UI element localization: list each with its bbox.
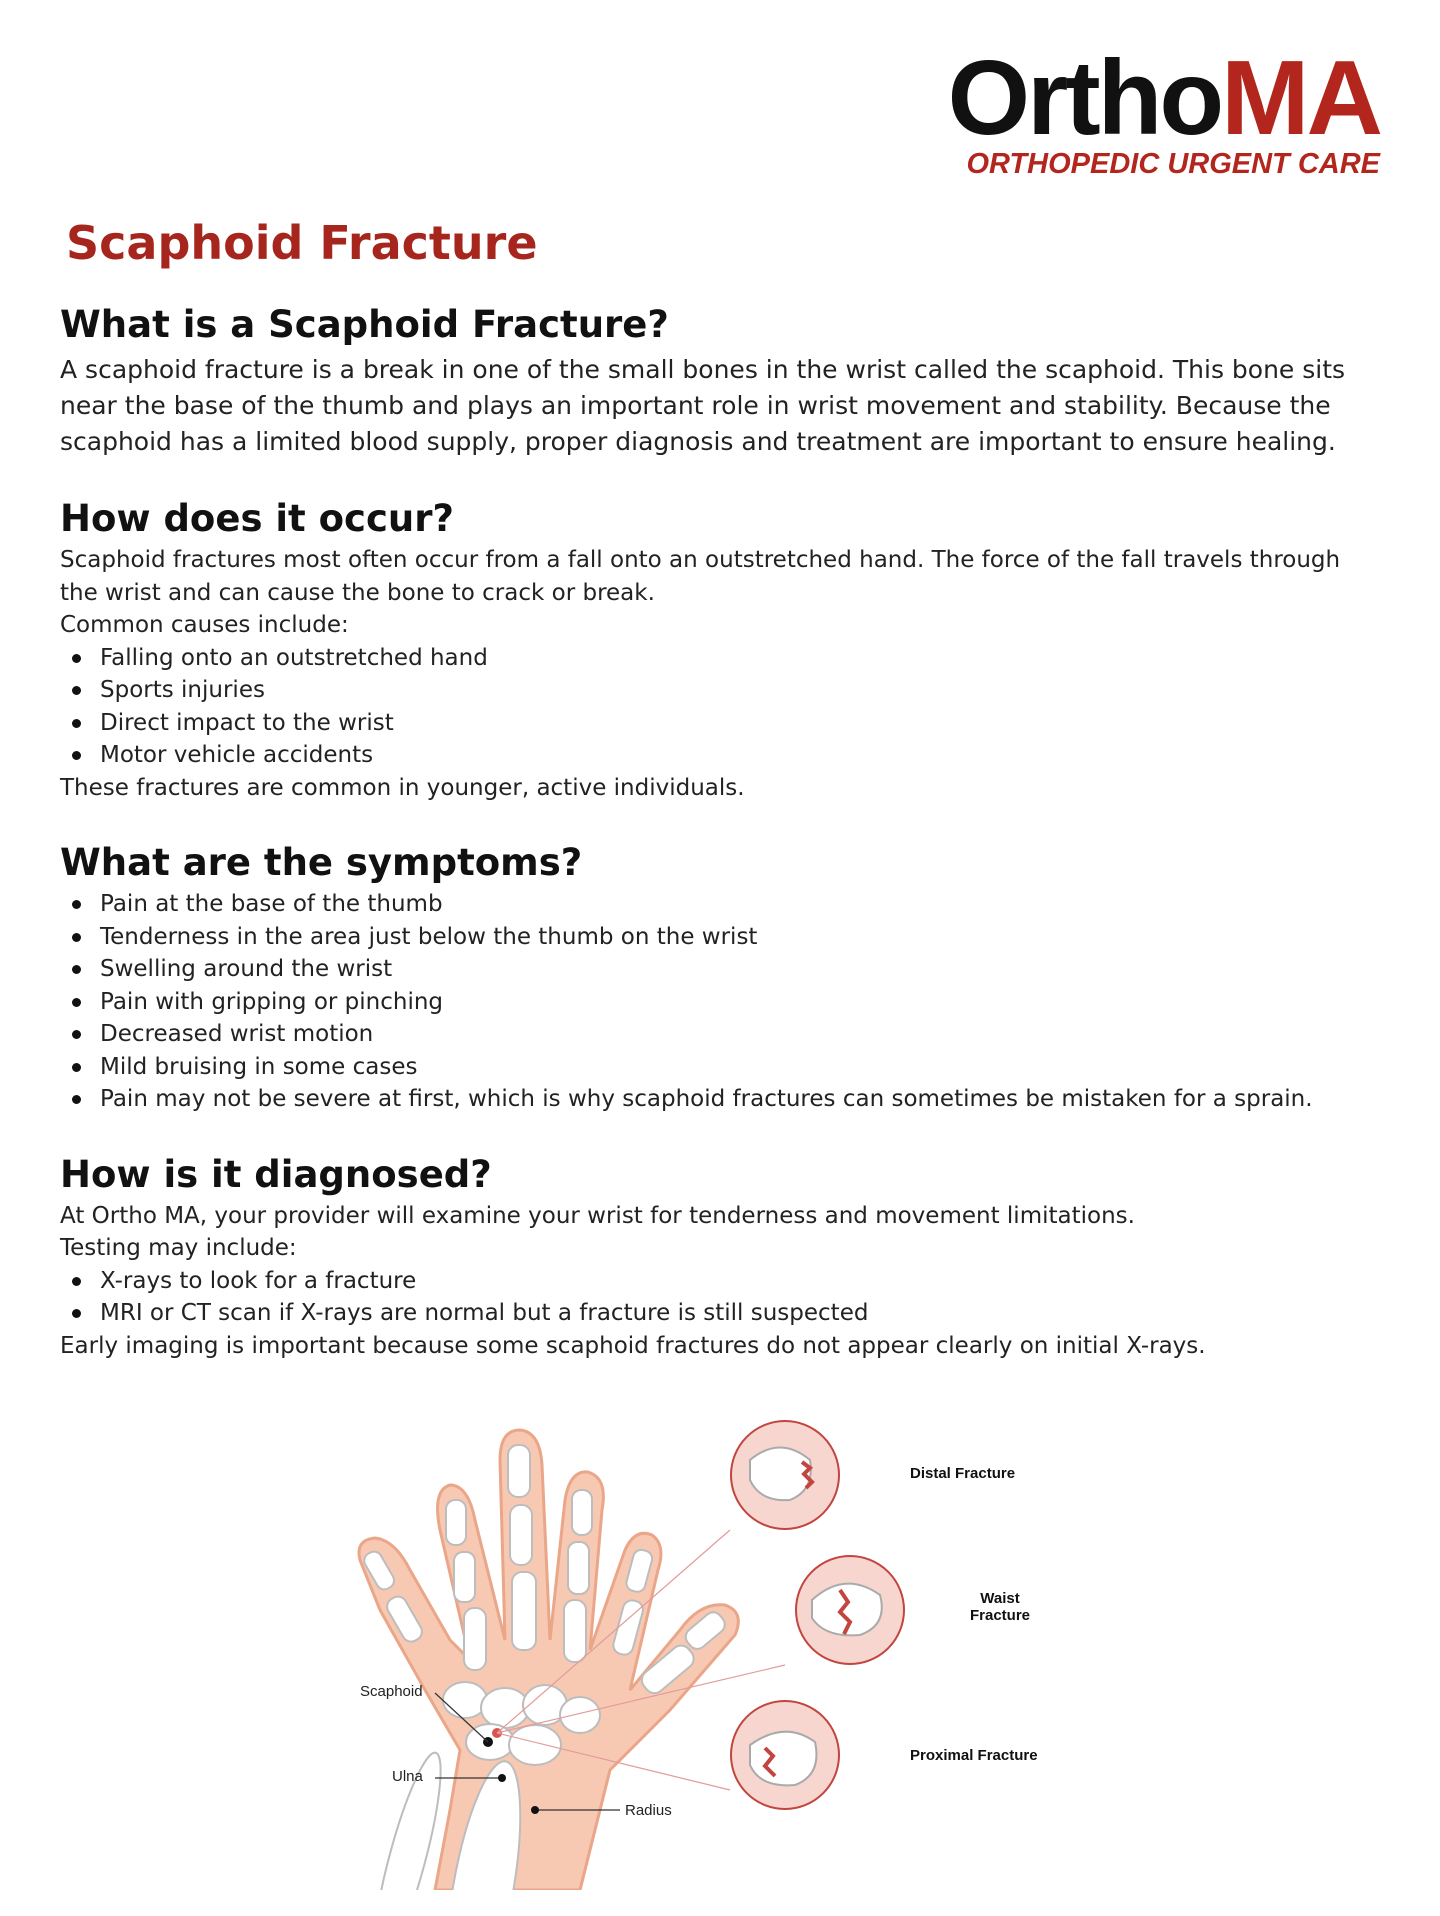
paragraph-line: the wrist and can cause the bone to crack or break.: [60, 579, 655, 606]
list-item: [60, 986, 1360, 1019]
list-item-text: Mild bruising in some cases: [100, 1053, 418, 1080]
list-item: [60, 707, 1360, 740]
label-waist-fracture: [960, 1590, 1040, 1624]
bullet-icon: [72, 900, 81, 909]
label-radius: Radius: [625, 1802, 672, 1819]
section-how: [60, 494, 1360, 804]
section-symptoms: [60, 838, 1360, 1116]
brand-logo: [910, 39, 1380, 181]
brand-name: [910, 39, 1380, 157]
list-item-text: Swelling around the wrist: [100, 956, 393, 982]
bullet-icon: [72, 1030, 81, 1039]
symptoms-list: [60, 888, 1360, 1116]
list-item: [60, 1018, 1360, 1051]
list-item: [60, 739, 1360, 772]
section-heading: How is it diagnosed?: [60, 1152, 492, 1196]
tests-label: Testing may include:: [60, 1235, 297, 1261]
bullet-icon: [72, 719, 81, 728]
bullet-icon: [72, 933, 81, 942]
label-waist-line2: Fracture: [969, 1607, 1031, 1624]
paragraph-line: Scaphoid fractures most often occur from a fall onto an outstretched hand. The force of the fall travels through: [60, 547, 1341, 573]
list-item: [60, 642, 1360, 675]
bullet-icon: [72, 686, 81, 695]
causes-label: Common causes include:: [60, 612, 349, 638]
section-heading: How does it occur?: [60, 497, 454, 540]
label-distal-fracture: Distal Fracture: [910, 1465, 1016, 1482]
list-item-text: Pain may not be severe at first, which is why scaphoid fractures can sometimes be mistaken for a sprain.: [100, 1086, 1313, 1112]
callout-distal: [731, 1421, 839, 1529]
section-heading: What are the symptoms?: [60, 841, 583, 884]
article-body: [60, 300, 1360, 1362]
closing-line: Early imaging is important because some scaphoid fractures do not appear clearly on initial X-rays.: [60, 1332, 1206, 1359]
wrist-illustration: [340, 1390, 1100, 1890]
section-what: [60, 300, 1360, 460]
brand-name-ma: MA: [1221, 39, 1380, 157]
closing-line: These fractures are common in younger, active individuals.: [60, 774, 745, 801]
label-scaphoid: Scaphoid: [360, 1683, 423, 1700]
list-item-text: MRI or CT scan if X-rays are normal but a fracture is still suspected: [100, 1300, 869, 1326]
list-item: [60, 888, 1360, 921]
list-item: [60, 1297, 1360, 1330]
section-heading: What is a Scaphoid Fracture?: [60, 303, 669, 346]
causes-list: [60, 642, 1360, 772]
list-item-text: Tenderness in the area just below the thumb on the wrist: [100, 923, 758, 950]
list-item: [60, 1051, 1360, 1084]
label-waist-line1: Waist: [980, 1590, 1020, 1607]
label-ulna: Ulna: [392, 1768, 423, 1785]
list-item: [60, 1265, 1360, 1298]
list-item: [60, 921, 1360, 954]
list-item-text: Falling onto an outstretched hand: [100, 644, 488, 671]
bullet-icon: [72, 965, 81, 974]
bullet-icon: [72, 1063, 81, 1072]
brand-tagline: ORTHOPEDIC URGENT CARE: [966, 148, 1380, 180]
label-proximal-fracture: Proximal Fracture: [910, 1747, 1038, 1764]
list-item-text: Pain with gripping or pinching: [100, 988, 444, 1015]
list-item-text: Motor vehicle accidents: [100, 742, 374, 768]
list-item-text: X-rays to look for a fracture: [100, 1267, 417, 1294]
paragraph-line: near the base of the thumb and plays an important role in wrist movement and stability. Because the: [60, 391, 1331, 420]
bullet-icon: [72, 654, 81, 663]
section-diagnosis: [60, 1150, 1360, 1363]
list-item-text: Sports injuries: [100, 677, 265, 703]
radius-marker: [531, 1806, 539, 1814]
bullet-icon: [72, 1095, 81, 1104]
callout-proximal: [731, 1701, 839, 1809]
bullet-icon: [72, 1277, 81, 1286]
callout-waist: [796, 1556, 904, 1664]
list-item: [60, 674, 1360, 707]
list-item: [60, 1083, 1360, 1116]
ulna-marker: [498, 1774, 506, 1782]
list-item-text: Decreased wrist motion: [100, 1021, 374, 1047]
page-title: Scaphoid Fracture: [66, 216, 538, 270]
paragraph-line: scaphoid has a limited blood supply, proper diagnosis and treatment are important to ensure healing.: [60, 427, 1336, 456]
list-item-text: Pain at the base of the thumb: [100, 891, 443, 917]
brand-name-ortho: Ortho: [947, 39, 1222, 157]
bullet-icon: [72, 1309, 81, 1318]
bullet-icon: [72, 998, 81, 1007]
list-item: [60, 953, 1360, 986]
list-item-text: Direct impact to the wrist: [100, 709, 394, 736]
bullet-icon: [72, 751, 81, 760]
paragraph-line: A scaphoid fracture is a break in one of the small bones in the wrist called the scaphoid. This bone sits: [60, 355, 1346, 384]
tests-list: [60, 1265, 1360, 1330]
paragraph-line: At Ortho MA, your provider will examine your wrist for tenderness and movement limitations.: [60, 1202, 1135, 1229]
